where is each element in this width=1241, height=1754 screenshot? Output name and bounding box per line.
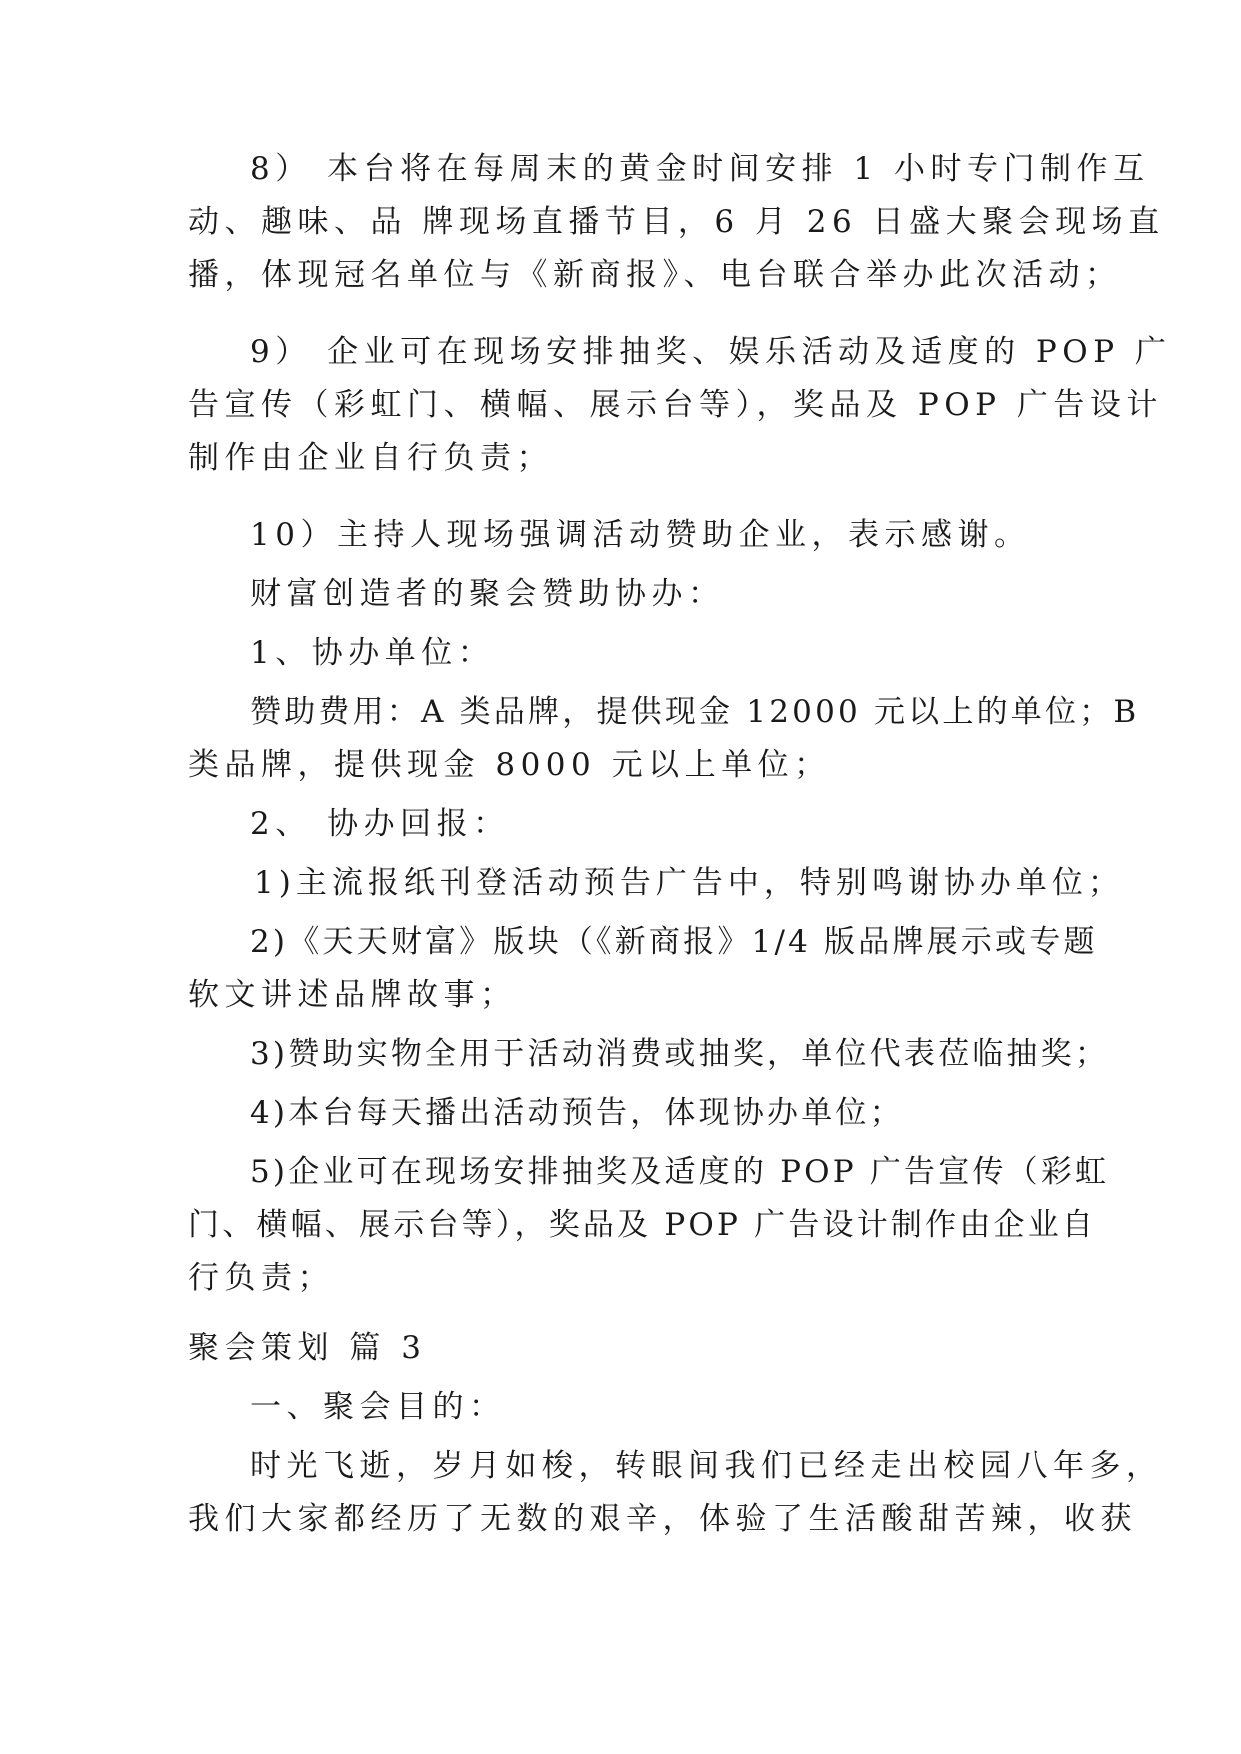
chapter-title: 聚会策划 篇 3	[188, 1330, 427, 1366]
list-item-heading: 2、 协办回报：	[250, 806, 510, 842]
paragraph-line: 我们大家都经历了无数的艰辛，体验了生活酸甜苦辣，收获	[188, 1501, 1137, 1537]
list-item: 4)本台每天播出活动预告，体现协办单位；	[250, 1095, 904, 1131]
list-item-heading: 1、协办单位：	[250, 635, 495, 671]
paragraph-line: 10）主持人现场强调活动赞助企业，表示感谢。	[250, 517, 1031, 553]
list-item: 5)企业可在现场安排抽奖及适度的 POP 广告宣传（彩虹	[250, 1154, 1110, 1190]
paragraph-line: 软文讲述品牌故事；	[188, 977, 517, 1013]
paragraph-line: 告宣传（彩虹门、横幅、展示台等），奖品及 POP 广告设计	[188, 387, 1163, 423]
paragraph-line: 8） 本台将在每周末的黄金时间安排 1 小时专门制作互	[250, 151, 1150, 187]
paragraph-line: 时光飞逝，岁月如梭，转眼间我们已经走出校园八年多，	[250, 1448, 1163, 1484]
section-heading: 一、聚会目的：	[250, 1389, 506, 1425]
paragraph-line: 赞助费用：A 类品牌，提供现金 12000 元以上的单位；B	[250, 694, 1140, 730]
list-item: 2)《天天财富》版块（《新商报》1/4 版品牌展示或专题	[250, 924, 1098, 960]
paragraph-line: 类品牌，提供现金 8000 元以上单位；	[188, 747, 831, 783]
section-heading: 财富创造者的聚会赞助协办：	[250, 576, 725, 612]
list-item: 1)主流报纸刊登活动预告广告中，特别鸣谢协办单位；	[254, 865, 1124, 901]
paragraph-line: 播，体现冠名单位与《新商报》、电台联合举办此次活动；	[188, 257, 1122, 293]
paragraph-line: 制作由企业自行负责；	[188, 440, 553, 476]
paragraph-line: 行负责；	[188, 1260, 334, 1296]
paragraph-line: 9） 企业可在现场安排抽奖、娱乐活动及适度的 POP 广	[250, 334, 1172, 370]
paragraph-line: 动、趣味、品 牌现场直播节目，6 月 26 日盛大聚会现场直	[188, 204, 1165, 240]
paragraph-line: 门、横幅、展示台等），奖品及 POP 广告设计制作由企业自	[188, 1207, 1097, 1243]
list-item: 3)赞助实物全用于活动消费或抽奖，单位代表莅临抽奖；	[250, 1036, 1110, 1072]
